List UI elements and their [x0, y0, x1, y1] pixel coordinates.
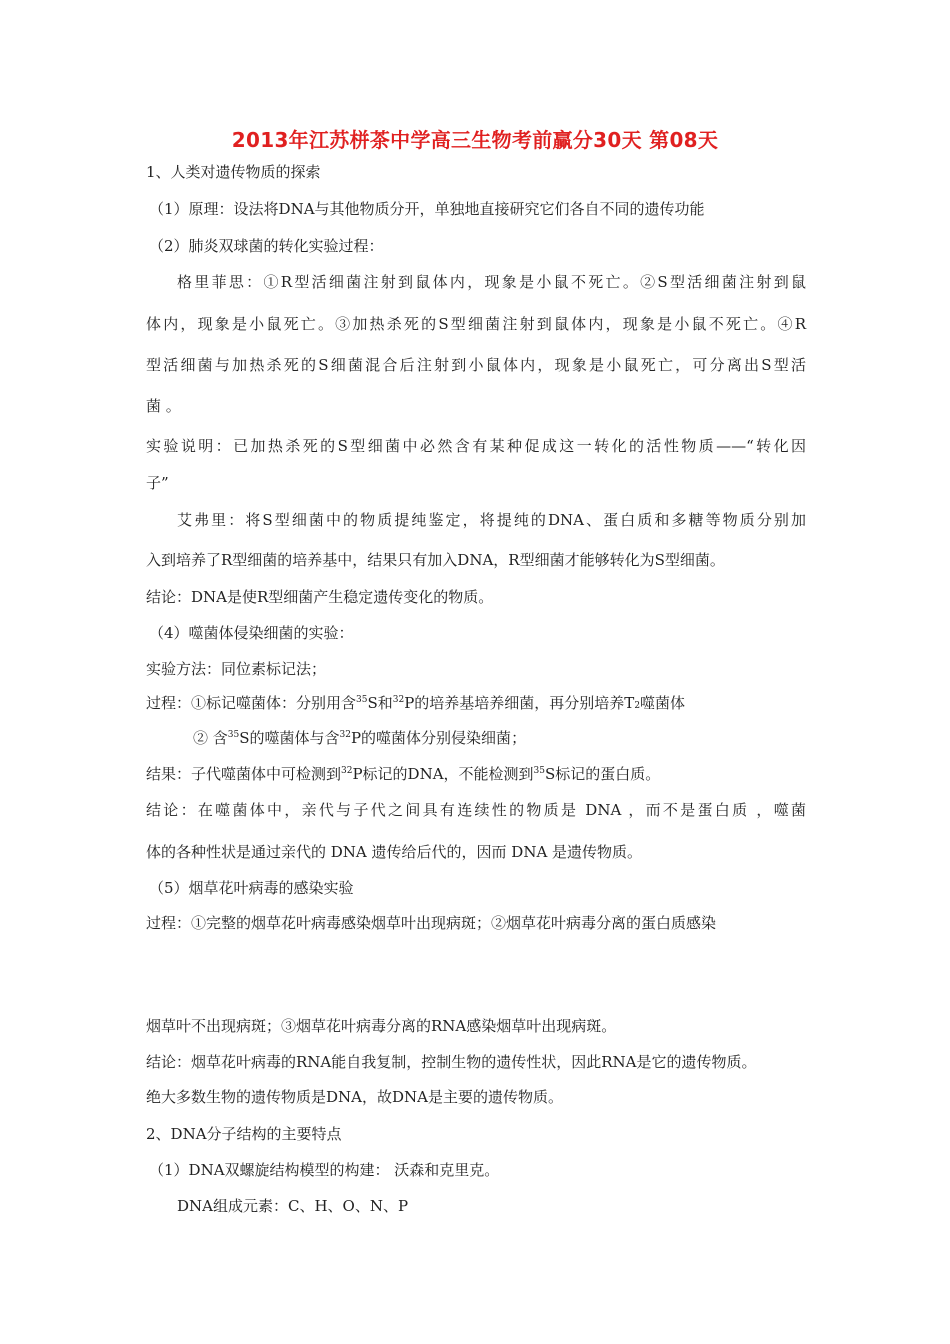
- conclusion-dna: 结论：DNA是使R型细菌产生稳定遗传变化的物质。: [146, 588, 494, 606]
- experiment-note-line-2: 子”: [146, 474, 169, 492]
- griffith-line-2: 体内，现象是小鼠死亡。③加热杀死的S型细菌注射到鼠体内，现象是小鼠不死亡。④R: [146, 315, 806, 333]
- griffith-line-1: 格里菲思：①R型活细菌注射到鼠体内，现象是小鼠不死亡。②S型活细菌注射到鼠: [177, 273, 806, 291]
- experiment-note-line-1: 实验说明：已加热杀死的S型细菌中必然含有某种促成这一转化的活性物质——“转化因: [146, 437, 806, 455]
- paragraph-principle: （1）原理：设法将DNA与其他物质分开，单独地直接研究它们各自不同的遗传功能: [149, 200, 705, 218]
- document-title: 2013年江苏栟茶中学高三生物考前赢分30天 第08天: [231, 128, 719, 152]
- dna-elements-line: DNA组成元素：C、H、O、N、P: [177, 1197, 409, 1215]
- process-line-1: 过程：①标记噬菌体：分别用含$^{35}$S和$^{32}$P的培养基培养细菌，再分别培养$T_2$噬菌体: [146, 694, 686, 712]
- griffith-line-4: 菌 。: [146, 397, 181, 415]
- tmv-process-line-1: 过程：①完整的烟草花叶病毒感染烟草叶出现病斑；②烟草花叶病毒分离的蛋白质感染: [146, 914, 717, 932]
- section-heading-1: 1、人类对遗传物质的探索: [146, 163, 321, 181]
- section-heading-2: 2、DNA分子结构的主要特点: [146, 1125, 342, 1143]
- subheading-phage: （4）噬菌体侵染细菌的实验：: [149, 624, 354, 642]
- subheading-tmv: （5）烟草花叶病毒的感染实验: [149, 879, 354, 897]
- process-line-2: ② 含$^{35}$S的噬菌体与含$^{32}$P的噬菌体分别侵染细菌；: [193, 729, 527, 747]
- avery-line-2: 入到培养了R型细菌的培养基中，结果只有加入DNA，R型细菌才能够转化为S型细菌。: [146, 551, 725, 569]
- tmv-process-line-2: 烟草叶不出现病斑；③烟草花叶病毒分离的RNA感染烟草叶出现病斑。: [146, 1017, 617, 1035]
- result-line: 结果：子代噬菌体中可检测到$^{32}$P标记的DNA，不能检测到$^{35}$S标记的蛋白质。: [146, 765, 661, 783]
- griffith-line-3: 型活细菌与加热杀死的S细菌混合后注射到小鼠体内，现象是小鼠死亡，可分离出S型活: [146, 356, 806, 374]
- conclusion-phage-line-1: 结论：在噬菌体中，亲代与子代之间具有连续性的物质是 DNA ，而不是蛋白质 ，噬菌: [146, 801, 806, 819]
- dna-model-line: （1）DNA双螺旋结构模型的构建： 沃森和克里克。: [149, 1161, 500, 1179]
- conclusion-main: 绝大多数生物的遗传物质是DNA，故DNA是主要的遗传物质。: [146, 1088, 563, 1106]
- subheading-pneumococcus: （2）肺炎双球菌的转化实验过程：: [149, 237, 384, 255]
- method-line: 实验方法：同位素标记法；: [146, 660, 327, 678]
- conclusion-phage-line-2: 体的各种性状是通过亲代的 DNA 遗传给后代的，因而 DNA 是遗传物质。: [146, 843, 643, 861]
- avery-line-1: 艾弗里：将S型细菌中的物质提纯鉴定，将提纯的DNA、蛋白质和多糖等物质分别加: [177, 511, 806, 529]
- conclusion-tmv: 结论：烟草花叶病毒的RNA能自我复制，控制生物的遗传性状，因此RNA是它的遗传物质。: [146, 1053, 757, 1071]
